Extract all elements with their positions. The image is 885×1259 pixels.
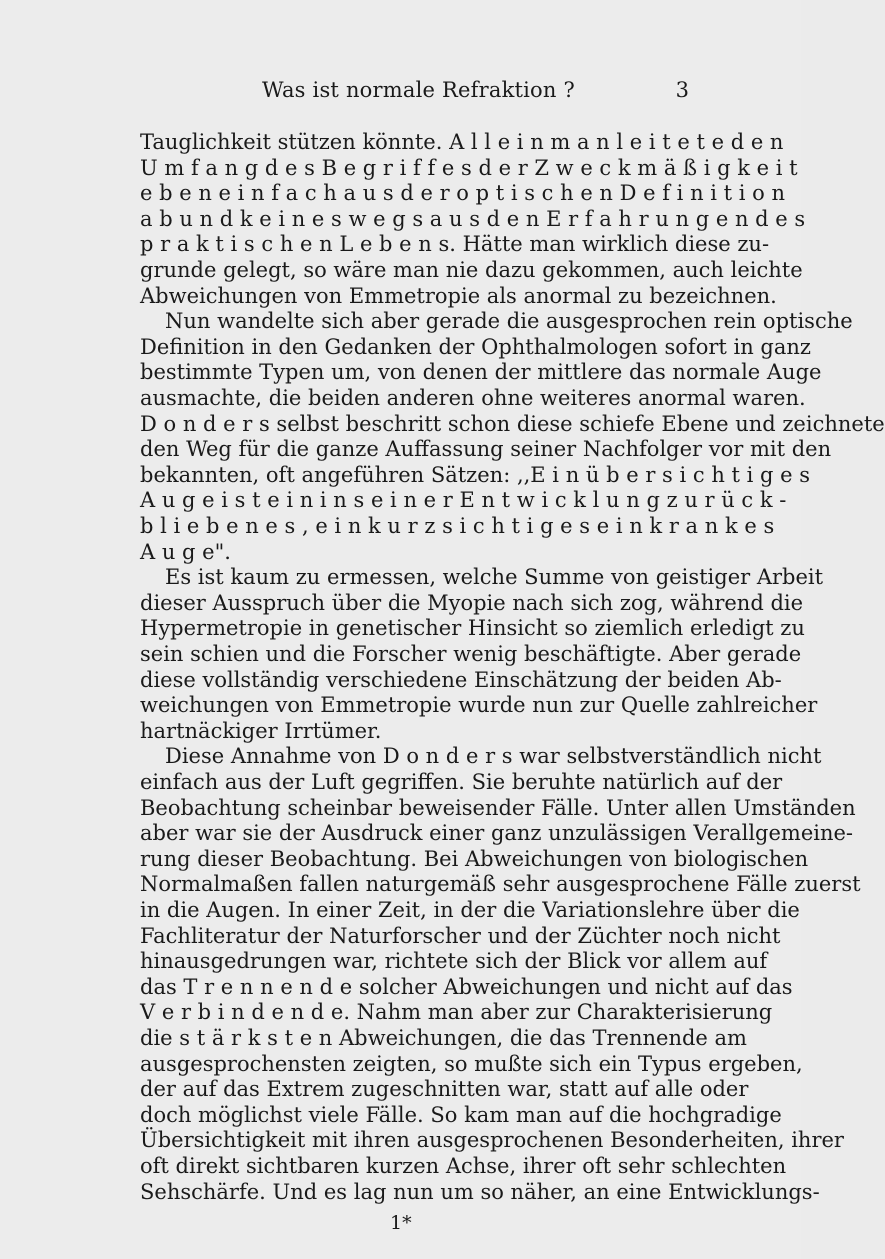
text-line: U m f a n g d e s B e g r i f f e s d e r Z w e c k m ä ß i g k e i t [140, 155, 798, 180]
text-line: hinausgedrungen war, richtete sich der Blick vor allem auf [140, 949, 768, 974]
text-line: den Weg für die ganze Auffassung seiner Nachfolger vor mit den [140, 437, 832, 462]
text-line: ausgesprochensten zeigten, so mußte sich ein Typus ergeben, [140, 1051, 803, 1076]
text-line: dieser Ausspruch über die Myopie nach sich zog, während die [140, 590, 804, 615]
text-line: hartnäckiger Irrtümer. [140, 718, 382, 743]
text-line: Abweichungen von Emmetropie als anormal zu bezeichnen. [140, 283, 777, 308]
text-line: weichungen von Emmetropie wurde nun zur Quelle zahlreicher [140, 693, 818, 718]
text-line: Tauglichkeit stützen könnte. A l l e i n m a n l e i t e t e d e n [140, 130, 784, 154]
text-line: Normalmaßen fallen naturgemäß sehr ausgesprochene Fälle zuerst [140, 872, 861, 897]
text-line: in die Augen. In einer Zeit, in der die Variationslehre über die [140, 898, 800, 922]
text-line: a b u n d k e i n e s w e g s a u s d e n E r f a h r u n g e n d e s [140, 206, 806, 231]
text-line: Es ist kaum zu ermessen, welche Summe von geistiger Arbeit [165, 565, 824, 590]
text-line: grunde gelegt, so wäre man nie dazu gekommen, auch leichte [140, 258, 803, 282]
text-line: rung dieser Beobachtung. Bei Abweichungen von biologischen [140, 846, 809, 871]
text-line: A u g e i s t e i n i n s e i n e r E n t w i c k l u n g z u r ü c k - [140, 488, 787, 513]
text-line: oft direkt sichtbaren kurzen Achse, ihrer oft sehr schlechten [140, 1154, 787, 1178]
running-title: Was ist normale Refraktion ? [262, 78, 575, 102]
text-line: einfach aus der Luft gegriffen. Sie beruhte natürlich auf der [140, 770, 783, 794]
text-line: Definition in den Gedanken der Ophthalmologen sofort in ganz [140, 334, 811, 359]
text-line: der auf das Extrem zugeschnitten war, statt auf alle oder [140, 1077, 749, 1102]
page-number: 3 [675, 78, 689, 102]
text-line: diese vollständig verschiedene Einschätzung der beiden Ab- [140, 667, 782, 692]
text-line: bestimmte Typen um, von denen der mittlere das normale Auge [140, 360, 822, 385]
text-line: Diese Annahme von D o n d e r s war selbstverständlich nicht [165, 744, 822, 769]
text-line: p r a k t i s c h e n L e b e n s. Hätte man wirklich diese zu- [140, 232, 770, 257]
text-line: Fachliteratur der Naturforscher und der Züchter noch nicht [140, 923, 781, 948]
signature-mark: 1* [390, 1212, 412, 1234]
text-line: sein schien und die Forscher wenig beschäftigte. Aber gerade [140, 642, 802, 666]
text-line: das T r e n n e n d e solcher Abweichungen und nicht auf das [140, 974, 793, 999]
text-line: Beobachtung scheinbar beweisender Fälle. Unter allen Umständen [140, 795, 856, 820]
text-line: V e r b i n d e n d e. Nahm man aber zur Charakterisierung [140, 1000, 773, 1025]
text-line: Nun wandelte sich aber gerade die ausgesprochen rein optische [165, 309, 853, 334]
text-line: doch möglichst viele Fälle. So kam man auf die hochgradige [140, 1102, 782, 1127]
text-line: die s t ä r k s t e n Abweichungen, die das Trennende am [140, 1026, 747, 1050]
text-line: Übersichtigkeit mit ihren ausgesprochenen Besonderheiten, ihrer [140, 1128, 844, 1153]
text-line: Hypermetropie in genetischer Hinsicht so ziemlich erledigt zu [140, 616, 805, 641]
text-line: ausmachte, die beiden anderen ohne weiteres anormal waren. [140, 386, 806, 410]
page-header [0, 78, 801, 108]
text-line: Sehschärfe. Und es lag nun um so näher, an eine Entwicklungs- [140, 1179, 820, 1204]
text-line: A u g e". [140, 539, 231, 564]
text-line: aber war sie der Ausdruck einer ganz unzulässigen Verallgemeine- [140, 821, 854, 846]
text-line: e b e n e i n f a c h a u s d e r o p t i s c h e n D e f i n i t i o n [140, 181, 786, 206]
text-line: bekannten, oft angeführen Sätzen: ,,E i n ü b e r s i c h t i g e s [140, 462, 811, 487]
text-line: D o n d e r s selbst beschritt schon diese schiefe Ebene und zeichnete [140, 411, 885, 436]
text-line: b l i e b e n e s , e i n k u r z s i c h t i g e s e i n k r a n k e s [140, 514, 775, 538]
